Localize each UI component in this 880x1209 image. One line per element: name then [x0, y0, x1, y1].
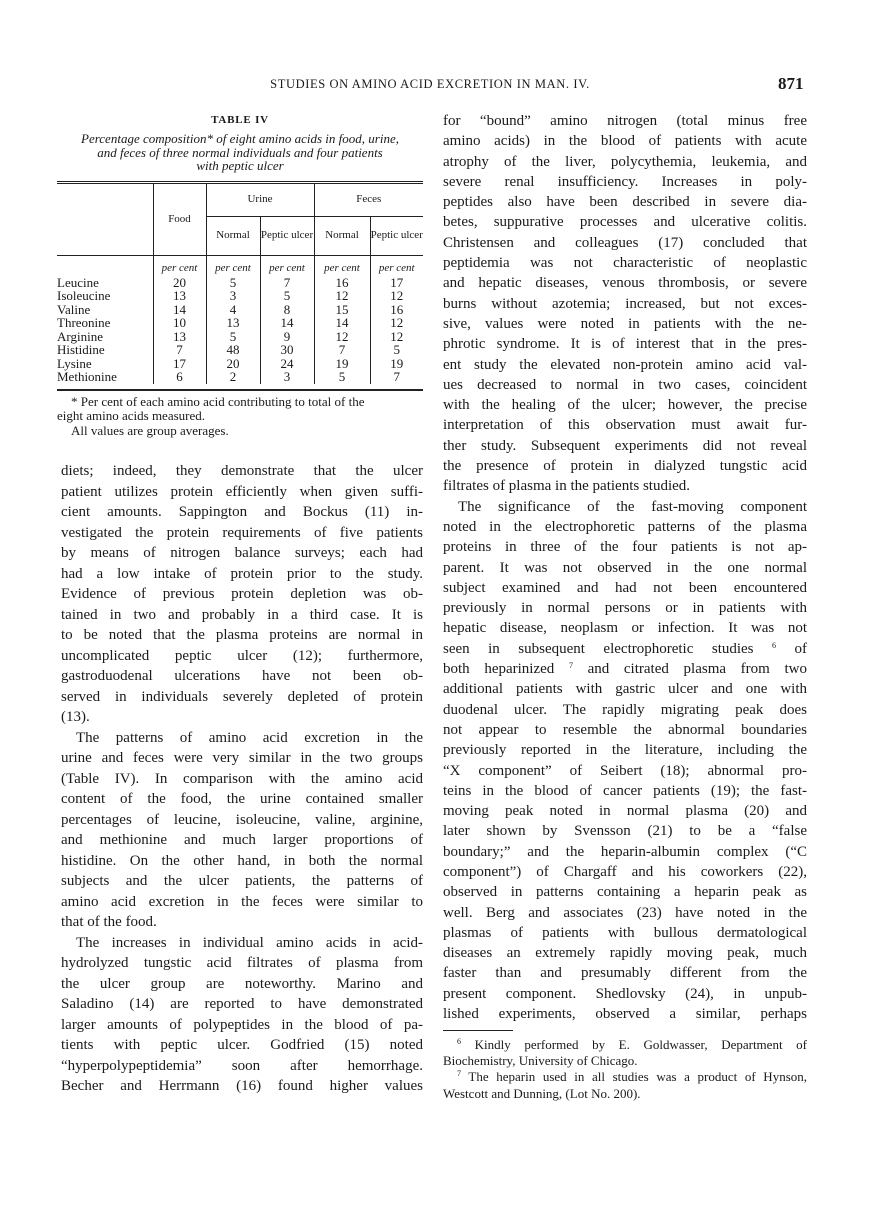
text-line: teins in the blood of cancer patients (19); the fast-: [443, 782, 807, 799]
table-cell: 3: [260, 370, 314, 384]
text-segment: and citrated plasma from two: [572, 661, 807, 678]
table-caption: [57, 132, 423, 173]
table-cell: 7: [260, 276, 314, 290]
text-line: larger amounts of polypeptides in the blood of pa-: [61, 1016, 423, 1033]
text-line: The significance of the fast-moving component: [458, 498, 807, 515]
footnote-reference: 6: [772, 640, 777, 650]
col-urine-peptic: Peptic ulcer: [260, 229, 314, 242]
table-cell: 4: [206, 303, 260, 317]
text-segment: both heparinized: [443, 661, 569, 678]
text-line: percentages of leucine, isoleucine, valine, arginine,: [61, 811, 423, 828]
table-row: [57, 370, 423, 384]
text-line: burns without azotemia; increased, but not exces-: [443, 295, 807, 312]
table-cell: 20: [206, 357, 260, 371]
table-cell: 9: [260, 330, 314, 344]
text-line: faster than and presumably different from the: [443, 965, 807, 982]
text-line: peptides also have been described in severe dia-: [443, 194, 807, 211]
text-line: well. Berg and associates (23) have noted in the: [443, 904, 807, 921]
text-line: peptidemia was not characteristic of neoplastic: [443, 255, 807, 272]
table-label: TABLE IV: [211, 114, 269, 126]
col-feces: Feces: [356, 193, 382, 206]
text-line: diets; indeed, they demonstrate that the ulcer: [61, 463, 423, 479]
text-line: cient amounts. Sappington and Bockus (11) in-: [61, 504, 423, 520]
text-line: amino acids) in the blood of patients with acute: [443, 133, 807, 150]
text-line: histidine. On the other hand, in both the normal: [61, 852, 423, 869]
text-line: present component. Shedlovsky (24), in unpub-: [443, 985, 807, 1002]
text-line: duodenal ulcer. The rapidly migrating peak does: [443, 701, 807, 718]
running-title: STUDIES ON AMINO ACID EXCRETION IN MAN. IV.: [270, 77, 590, 91]
table-row: [57, 276, 423, 290]
table-footnote-line: eight amino acids measured.: [57, 408, 206, 424]
text-line: ent study the elevated non-protein amino acid val-: [443, 356, 807, 373]
table-cell: 12: [370, 316, 423, 330]
text-line: the ulcer group are noteworthy. Marino and: [61, 975, 423, 992]
text-line: Saladino (14) are reported to have demonstrated: [61, 996, 423, 1012]
text-line: with the healing of the ulcer; however, the precise: [443, 397, 807, 414]
table-cell: 30: [260, 343, 314, 357]
text-line: amino acid excretion in the feces were similar to: [61, 893, 423, 910]
text-line: The patterns of amino acid excretion in the: [76, 729, 423, 746]
page-footnotes: [443, 1037, 807, 1102]
table-row: [57, 316, 423, 330]
table-cell: 14: [314, 316, 370, 330]
text-line: subjects and the ulcer patients, the patterns of: [61, 873, 423, 889]
text-line: component”) of Chargaff and his coworkers (22),: [443, 863, 807, 880]
table-cell: 5: [370, 343, 423, 357]
text-line: proteins in three of the four patients is not ap-: [443, 539, 807, 556]
text-line: sive, values were noted in patients with the ne-: [443, 315, 807, 332]
table-cell: 15: [314, 303, 370, 317]
paragraph: [61, 933, 423, 1097]
table-cell: 16: [314, 276, 370, 290]
text-line: hepatic disease, neoplasm or infection. It was not: [443, 620, 807, 637]
amino-acid-name: Methionine: [57, 369, 117, 385]
text-line: tained in two and probably in a third case. It is: [61, 606, 423, 623]
text-line: phrotic syndrome. It is of interest that in the pres-: [443, 336, 807, 353]
amino-acid-name: Leucine: [57, 274, 99, 290]
table-cell: 16: [370, 303, 423, 317]
text-line: plasmas of patients with bullous dermatological: [443, 924, 807, 941]
text-line: urine and feces were very similar in the two groups: [61, 750, 423, 766]
text-line: The increases in individual amino acids in acid-: [76, 934, 423, 951]
text-line: content of the food, the urine contained smaller: [61, 791, 423, 807]
table-cell: 12: [370, 289, 423, 303]
col-feces-normal: Normal: [325, 229, 359, 242]
text-line: hydrolyzed tungstic acid filtrates of plasma from: [61, 955, 423, 971]
text-line: ues decreased to normal in two cases, coincident: [443, 376, 807, 393]
amino-acid-name: Valine: [57, 301, 91, 317]
table-iv: [57, 114, 423, 438]
text-line: tients with peptic ulcer. Godfried (15) noted: [61, 1037, 423, 1053]
table-footnote-line: All values are group averages.: [71, 422, 229, 438]
text-line: filtrates of plasma in the patients studied.: [443, 478, 691, 495]
text-line: gastroduodenal ulcerations have not been ob-: [61, 668, 423, 684]
text-line: for “bound” amino nitrogen (total minus free: [443, 113, 807, 129]
table-cell: 12: [370, 330, 423, 344]
footnote-mark: 7: [457, 1069, 461, 1079]
text-line: [443, 639, 807, 659]
table-row: [57, 330, 423, 344]
table-cell: 12: [314, 289, 370, 303]
amino-acid-table: [57, 181, 423, 384]
text-line: observed in patterns containing a heparin peak as: [443, 884, 807, 901]
table-cell: 14: [260, 316, 314, 330]
amino-acid-name: Histidine: [57, 342, 105, 358]
text-line: “hyperpolypeptidemia” soon after hemorrhage.: [61, 1057, 423, 1074]
text-line: additional patients with gastric ulcer and one with: [443, 681, 807, 698]
amino-acid-name: Threonine: [57, 315, 111, 331]
text-line: interpretation of this observation must await fur-: [443, 417, 807, 434]
text-line: the presence of protein in dialyzed tungstic acid: [443, 458, 807, 475]
text-line: patient utilizes protein efficiently when given suffi-: [61, 483, 423, 500]
table-footnote: [57, 395, 423, 439]
text-line: subject examined and had not been encountered: [443, 579, 807, 596]
table-cell: 2: [206, 370, 260, 384]
table-cell: 48: [206, 343, 260, 357]
text-line: ther study. Subsequent experiments did not reveal: [443, 437, 807, 454]
table-row: [57, 343, 423, 357]
text-line: later shown by Svensson (21) to be a “false: [443, 823, 807, 840]
footnote-reference: 7: [568, 661, 573, 671]
paragraph: [61, 728, 423, 933]
text-line: previously reported in the literature, including the: [443, 742, 807, 759]
text-line: (Table IV). In comparison with the amino acid: [61, 770, 423, 787]
text-line: not appear to resemble the abnormal boundaries: [443, 721, 807, 738]
footnote-6: [443, 1037, 807, 1069]
text-line: noted in the electrophoretic patterns of the plasma: [443, 518, 807, 535]
text-line: moving peak noted in normal plasma (20) and: [443, 803, 807, 820]
right-column-body: [443, 111, 807, 1024]
table-cell: 17: [370, 276, 423, 290]
table-cell: 19: [370, 357, 423, 371]
table-cell: 5: [260, 289, 314, 303]
unit-label: per cent: [314, 255, 370, 276]
table-cell: 7: [370, 370, 423, 384]
text-line: served in individuals severely depleted of protein: [61, 688, 423, 705]
table-row: [57, 303, 423, 317]
text-line: boundary;” and the heparin-albumin complex (“C: [443, 843, 807, 860]
table-cell: 6: [153, 370, 206, 384]
table-cell: 5: [206, 276, 260, 290]
text-line: by means of nitrogen balance surveys; each had: [61, 545, 423, 561]
text-line: had a low intake of protein prior to the study.: [61, 565, 423, 582]
text-line: previously in normal persons or in patients with: [443, 600, 807, 617]
paragraph: [61, 461, 423, 728]
table-cell: 13: [153, 330, 206, 344]
text-line: to be noted that the plasma proteins are normal in: [61, 627, 423, 643]
table-cell: 20: [153, 276, 206, 290]
table-cell: 19: [314, 357, 370, 371]
amino-acid-name: Isoleucine: [57, 288, 111, 304]
table-cell: 14: [153, 303, 206, 317]
text-line: Evidence of previous protein depletion was ob-: [61, 586, 423, 602]
caption-line: and feces of three normal individuals and four patients: [97, 144, 383, 160]
unit-label: per cent: [260, 255, 314, 276]
paragraph: [443, 497, 807, 1025]
table-cell: 3: [206, 289, 260, 303]
left-column-body: [61, 461, 423, 1097]
text-line: that of the food.: [61, 914, 157, 930]
table-cell: 5: [206, 330, 260, 344]
table-cell: 10: [153, 316, 206, 330]
text-line: diseases an extremely rapidly moving peak, much: [443, 945, 807, 962]
footnote-text: Kindly performed by E. Goldwasser, Department of Biochemistry, University of Chicago.: [443, 1037, 807, 1069]
amino-acid-name: Arginine: [57, 328, 103, 344]
text-line: atrophy of the liver, polycythemia, leukemia, and: [443, 153, 807, 170]
text-line: “X component” of Seibert (18); abnormal pro-: [443, 762, 807, 779]
footnote-7: [443, 1069, 807, 1101]
footnote-text: The heparin used in all studies was a product of Hynson, Westcott and Dunning, (Lot No. 200).: [443, 1069, 808, 1101]
table-cell: 8: [260, 303, 314, 317]
table-cell: 12: [314, 330, 370, 344]
text-line: uncomplicated peptic ulcer (12); furthermore,: [61, 647, 423, 664]
table-row: [57, 357, 423, 371]
footnote-mark: 6: [457, 1037, 461, 1046]
col-urine: Urine: [247, 193, 273, 206]
text-line: and hepatic diseases, venous thrombosis, or severe: [443, 275, 807, 292]
text-line: vestigated the protein requirements of five patients: [61, 524, 423, 541]
text-line: lished experiments, observed a similar, perhaps: [443, 1006, 807, 1023]
text-line: and methionine and much larger proportions of: [61, 832, 423, 848]
table-cell: 5: [314, 370, 370, 384]
table-cell: 24: [260, 357, 314, 371]
text-segment: seen in subsequent electrophoretic studies: [443, 640, 773, 657]
table-cell: 17: [153, 357, 206, 371]
text-line: Christensen and colleagues (17) concluded that: [443, 234, 807, 251]
col-feces-peptic: Peptic ulcer: [370, 229, 423, 242]
unit-label: per cent: [370, 255, 423, 276]
table-cell: 13: [206, 316, 260, 330]
text-segment: of: [776, 640, 807, 657]
text-line: Becher and Herrmann (16) found higher values: [61, 1078, 423, 1094]
caption-line: Percentage composition* of eight amino acids in food, urine,: [81, 131, 399, 146]
table-cell: 7: [314, 343, 370, 357]
text-line: parent. It was not observed in the one normal: [443, 559, 807, 576]
col-food: Food: [168, 212, 191, 225]
unit-label: per cent: [206, 255, 260, 276]
page-number: 871: [778, 74, 804, 93]
footnote-divider: [443, 1030, 513, 1031]
table-cell: 13: [153, 289, 206, 303]
unit-label: per cent: [153, 255, 206, 276]
text-line: (13).: [61, 709, 90, 725]
table-row: [57, 289, 423, 303]
table-cell: 7: [153, 343, 206, 357]
col-urine-normal: Normal: [216, 229, 250, 242]
amino-acid-name: Lysine: [57, 355, 92, 371]
text-line: [443, 659, 807, 679]
table-footnote-line: * Per cent of each amino acid contributing to total of the: [71, 393, 365, 409]
text-line: betes, suppurative processes and ulcerative colitis.: [443, 214, 807, 231]
caption-line: with peptic ulcer: [196, 158, 284, 174]
paragraph: [443, 111, 807, 497]
text-line: severe renal insufficiency. Increases in poly-: [443, 173, 807, 190]
